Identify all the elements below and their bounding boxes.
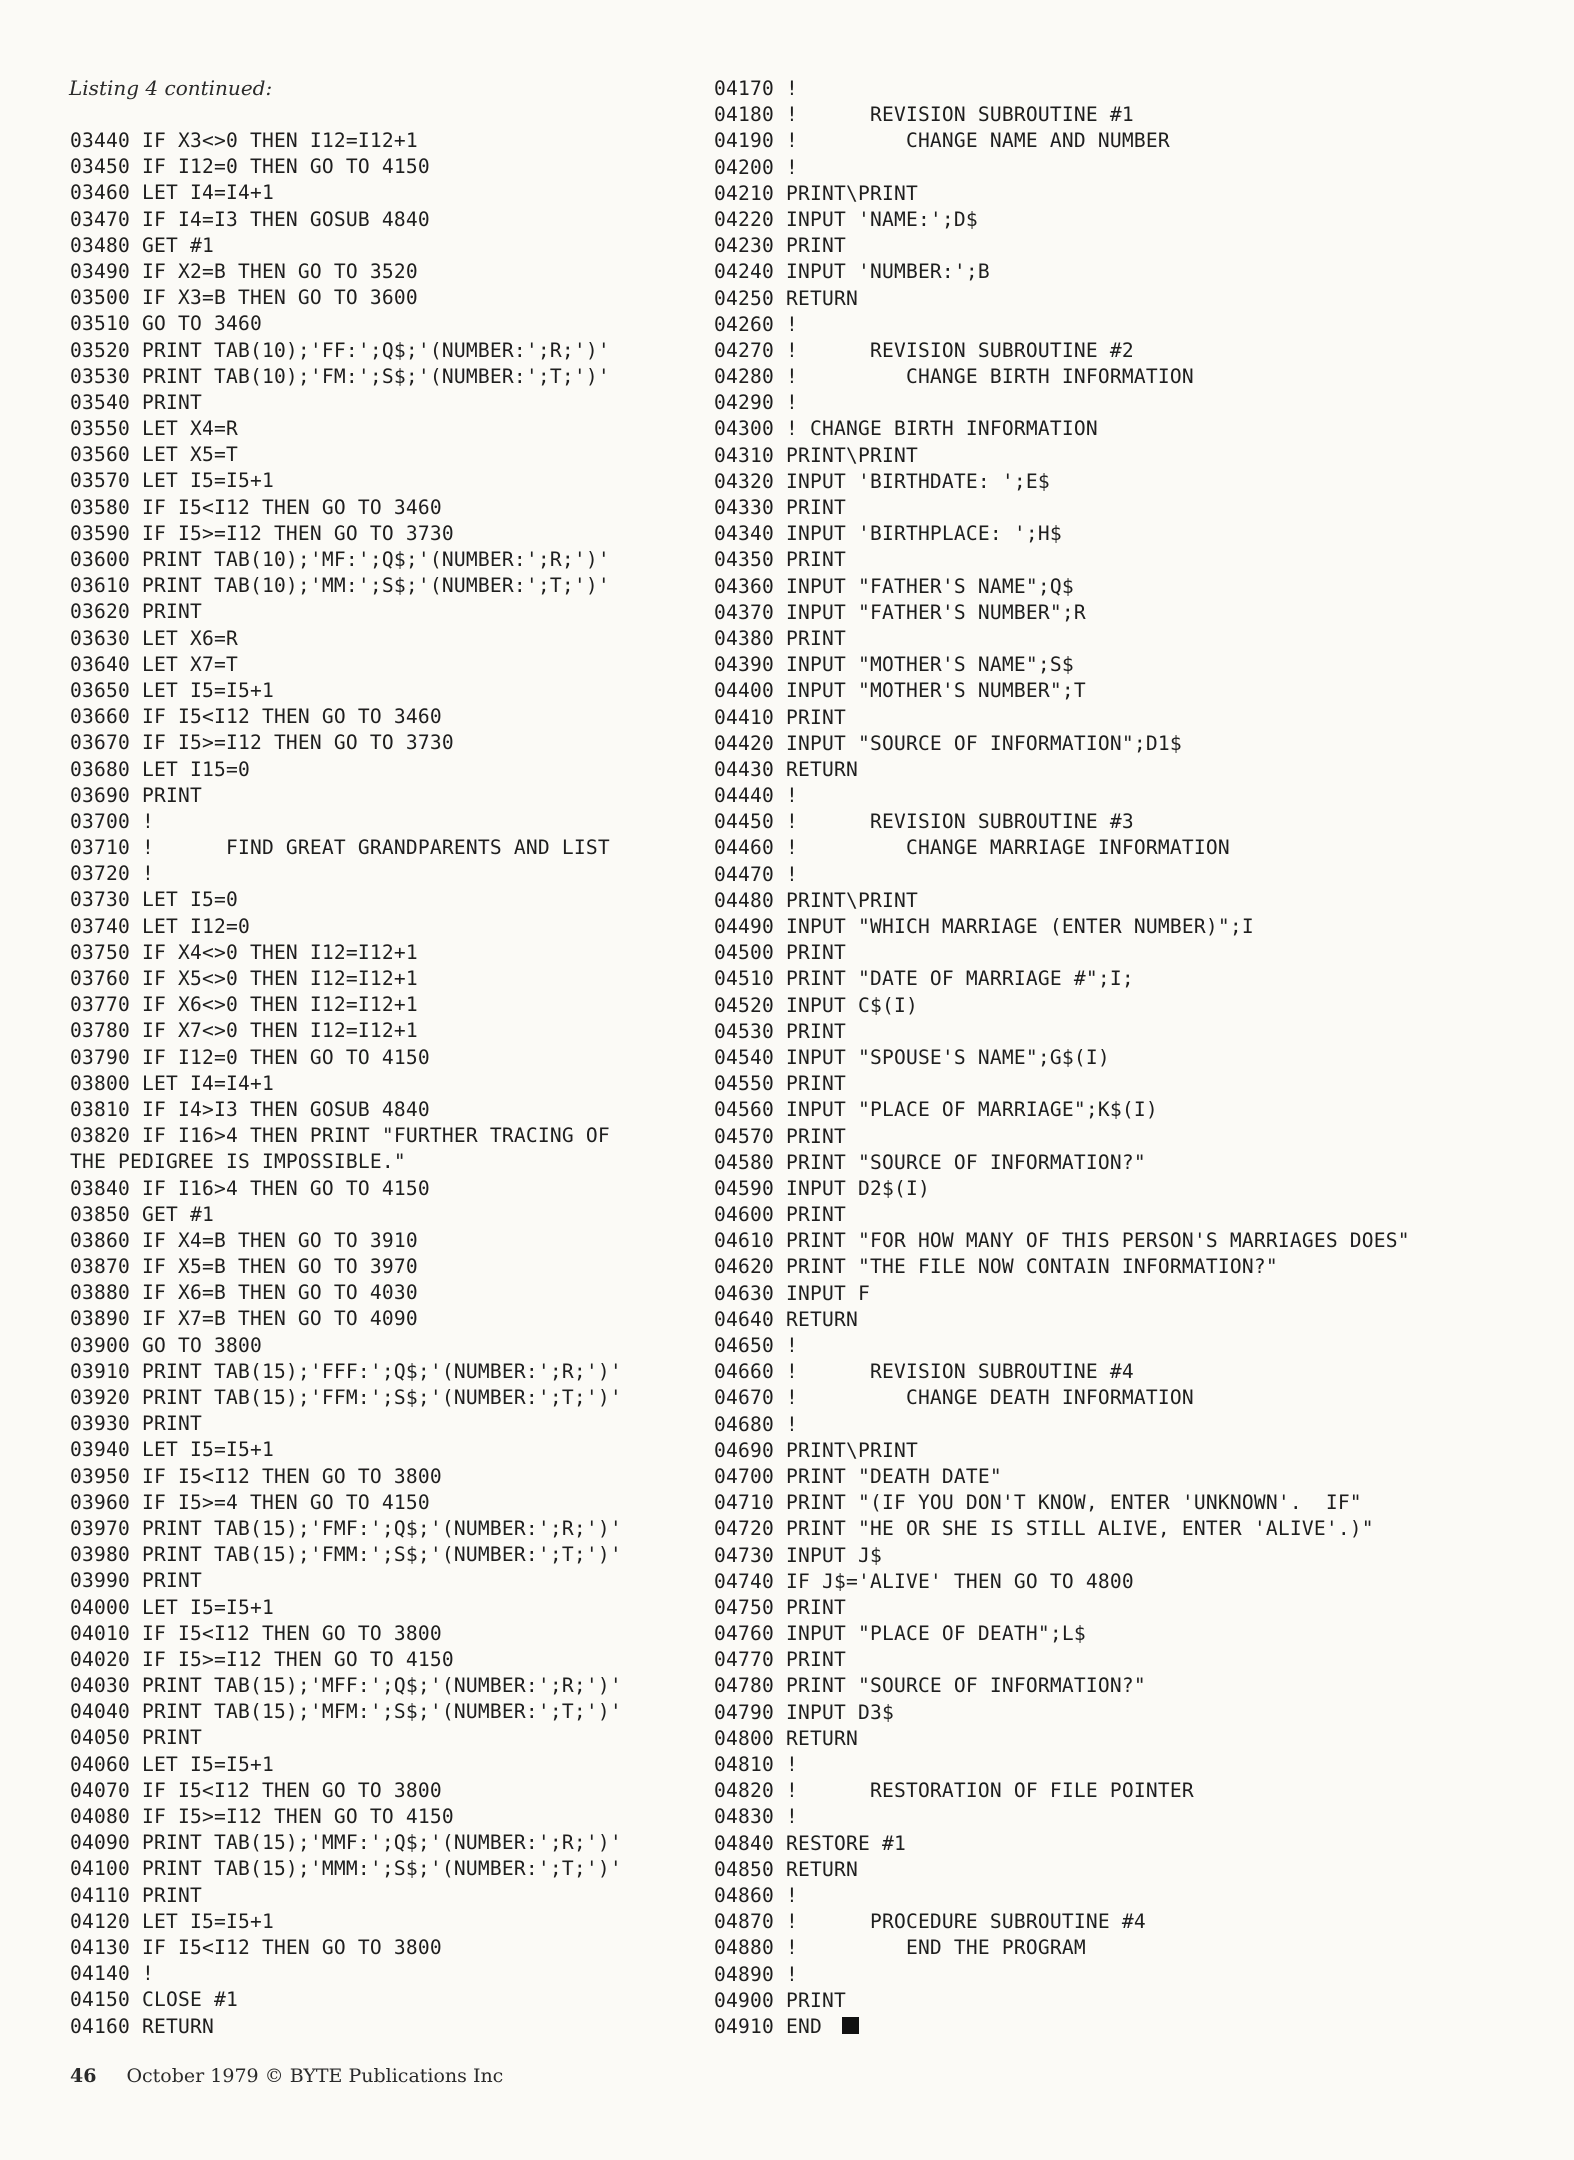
code-line: 04520 INPUT C$(I) [714,993,918,1017]
code-line: 03470 IF I4=I3 THEN GOSUB 4840 [70,207,430,231]
code-line: 04850 RETURN [714,1857,858,1881]
code-line: 04910 END [714,2014,1534,2040]
code-line: 04650 ! [714,1334,798,1357]
code-line: 03970 PRINT TAB(15);'FMF:';Q$;'(NUMBER:';R;')' [70,1516,622,1540]
page-number: 46 [70,2065,97,2087]
code-line: 03500 IF X3=B THEN GO TO 3600 [70,286,418,310]
code-line: 04230 PRINT [714,234,846,258]
code-line: 04310 PRINT\PRINT [714,443,918,467]
code-line: 04900 PRINT [714,1988,846,2012]
code-line: 03740 LET I12=0 [70,914,250,938]
code-line: 03520 PRINT TAB(10);'FF:';Q$;'(NUMBER:';R;')' [70,338,610,362]
code-line: 04080 IF I5>=I12 THEN GO TO 4150 [70,1805,454,1828]
code-line: 03920 PRINT TAB(15);'FFM:';S$;'(NUMBER:';T;')' [70,1386,622,1409]
code-line: 04580 PRINT "SOURCE OF INFORMATION?" [714,1150,1146,1174]
code-line: 04500 PRINT [714,941,846,965]
code-line: 04300 ! CHANGE BIRTH INFORMATION [714,417,1098,441]
code-line: 04780 PRINT "SOURCE OF INFORMATION?" [714,1674,1146,1698]
code-line: 03880 IF X6=B THEN GO TO 4030 [70,1281,418,1305]
code-line: 04400 INPUT "MOTHER'S NUMBER";T [714,679,1086,703]
code-line: 04020 IF I5>=I12 THEN GO TO 4150 [70,1647,454,1671]
code-line: 03540 PRINT [70,390,202,414]
code-line: 04370 INPUT "FATHER'S NUMBER";R [714,600,1086,624]
code-line: 04140 ! [70,1962,154,1986]
code-line: 04200 ! [714,155,798,179]
code-line: 03490 IF X2=B THEN GO TO 3520 [70,259,418,283]
code-line: 04460 ! CHANGE MARRIAGE INFORMATION [714,836,1230,860]
code-line: 04440 ! [714,784,798,808]
code-line: 04860 ! [714,1883,798,1907]
code-line: 04250 RETURN [714,286,858,310]
code-line: 03590 IF I5>=I12 THEN GO TO 3730 [70,521,454,545]
code-line: 04840 RESTORE #1 [714,1831,906,1855]
code-line: 03680 LET I15=0 [70,757,250,781]
code-line: 04730 INPUT J$ [714,1543,882,1567]
code-line: 03510 GO TO 3460 [70,312,262,336]
code-line: 04360 INPUT "FATHER'S NAME";Q$ [714,574,1074,598]
code-line: 04040 PRINT TAB(15);'MFM:';S$;'(NUMBER:';T;')' [70,1700,622,1724]
code-line: 04600 PRINT [714,1203,846,1227]
code-line: 04170 ! [714,77,798,100]
code-line: 03910 PRINT TAB(15);'FFF:';Q$;'(NUMBER:';R;')' [70,1359,622,1383]
code-line: 04750 PRINT [714,1595,846,1619]
code-line: 03620 PRINT [70,600,202,624]
code-line: 04790 INPUT D3$ [714,1700,894,1724]
code-line: 03630 LET X6=R [70,626,238,650]
code-line: 04430 RETURN [714,757,858,781]
code-line: 03750 IF X4<>0 THEN I12=I12+1 [70,940,418,964]
code-line: 04800 RETURN [714,1726,858,1750]
code-line: 04100 PRINT TAB(15);'MMM:';S$;'(NUMBER:';T;')' [70,1857,622,1881]
code-line: 03700 ! [70,809,154,833]
code-line: 04470 ! [714,862,798,886]
footer-credit: October 1979 © BYTE Publications Inc [126,2065,504,2087]
code-line: 04240 INPUT 'NUMBER:';B [714,260,990,284]
code-line: 04810 ! [714,1753,798,1776]
listing-caption: Listing 4 continued: [69,76,273,100]
listing-right-column [714,76,1534,2040]
code-line: 04760 INPUT "PLACE OF DEATH";L$ [714,1622,1086,1646]
code-line: 03690 PRINT [70,783,202,807]
code-line: 04660 ! REVISION SUBROUTINE #4 [714,1360,1134,1384]
code-line: 04530 PRINT [714,1019,846,1043]
code-line: 04000 LET I5=I5+1 [70,1595,274,1619]
code-line: 03580 IF I5<I12 THEN GO TO 3460 [70,495,442,519]
code-line: 03560 LET X5=T [70,443,238,467]
code-line: 04420 INPUT "SOURCE OF INFORMATION";D1$ [714,731,1182,755]
code-line: 04870 ! PROCEDURE SUBROUTINE #4 [714,1910,1146,1934]
code-line: 04130 IF I5<I12 THEN GO TO 3800 [70,1935,442,1959]
code-line: 03660 IF I5<I12 THEN GO TO 3460 [70,705,442,729]
end-of-listing-mark [842,2017,859,2034]
code-line: 03480 GET #1 [70,233,214,257]
code-line: 03670 IF I5>=I12 THEN GO TO 3730 [70,731,454,755]
code-line: 04010 IF I5<I12 THEN GO TO 3800 [70,1621,442,1645]
code-line: 03850 GET #1 [70,1202,214,1226]
code-line: 03460 LET I4=I4+1 [70,181,274,205]
code-line: 04390 INPUT "MOTHER'S NAME";S$ [714,653,1074,677]
code-line: 03950 IF I5<I12 THEN GO TO 3800 [70,1464,442,1488]
code-line: 04030 PRINT TAB(15);'MFF:';Q$;'(NUMBER:';R;')' [70,1674,622,1698]
code-line: 04110 PRINT [70,1883,202,1907]
code-line: 03650 LET I5=I5+1 [70,678,274,702]
code-line: 03780 IF X7<>0 THEN I12=I12+1 [70,1019,418,1043]
code-line: 04350 PRINT [714,548,846,572]
code-line: 04620 PRINT "THE FILE NOW CONTAIN INFORMATION?" [714,1255,1278,1279]
code-line: 04570 PRINT [714,1124,846,1148]
code-line: 03450 IF I12=0 THEN GO TO 4150 [70,155,430,179]
code-line: 03600 PRINT TAB(10);'MF:';Q$;'(NUMBER:';R;')' [70,548,610,571]
code-line: 03870 IF X5=B THEN GO TO 3970 [70,1255,418,1279]
code-line: 04710 PRINT "(IF YOU DON'T KNOW, ENTER 'UNKNOWN'. IF" [714,1491,1362,1515]
code-line: 04890 ! [714,1962,798,1986]
code-line: 04690 PRINT\PRINT [714,1438,918,1462]
code-line: 03790 IF I12=0 THEN GO TO 4150 [70,1045,430,1069]
code-line: 03640 LET X7=T [70,652,238,676]
code-line: 04670 ! CHANGE DEATH INFORMATION [714,1386,1194,1410]
listing-left-column [70,128,685,2040]
code-line: 03990 PRINT [70,1569,202,1593]
code-line: 04590 INPUT D2$(I) [714,1176,930,1200]
code-line: 04700 PRINT "DEATH DATE" [714,1464,1002,1488]
code-line: 04830 ! [714,1805,798,1829]
code-line: 03820 IF I16>4 THEN PRINT "FURTHER TRACING OF [70,1124,610,1148]
code-line: 03930 PRINT [70,1412,202,1436]
code-line: 04150 CLOSE #1 [70,1988,238,2012]
code-line: 04640 RETURN [714,1307,858,1331]
code-line: 04070 IF I5<I12 THEN GO TO 3800 [70,1778,442,1802]
code-line: 04330 PRINT [714,496,846,519]
page-footer [70,2065,503,2087]
code-line: 03440 IF X3<>0 THEN I12=I12+1 [70,129,418,152]
code-line: 03770 IF X6<>0 THEN I12=I12+1 [70,993,418,1017]
code-line: 04510 PRINT "DATE OF MARRIAGE #";I; [714,967,1134,991]
code-line: 04560 INPUT "PLACE OF MARRIAGE";K$(I) [714,1098,1158,1122]
code-line: 04380 PRINT [714,626,846,650]
code-line: 04260 ! [714,312,798,336]
code-line: 03530 PRINT TAB(10);'FM:';S$;'(NUMBER:';T;')' [70,364,610,388]
code-line: 03610 PRINT TAB(10);'MM:';S$;'(NUMBER:';T;')' [70,574,610,598]
code-line: 04160 RETURN [70,2014,214,2038]
code-line: 03800 LET I4=I4+1 [70,1071,274,1095]
code-line: 04060 LET I5=I5+1 [70,1752,274,1776]
code-line: 03890 IF X7=B THEN GO TO 4090 [70,1307,418,1331]
code-line: 03720 ! [70,862,154,886]
code-line: 04050 PRINT [70,1726,202,1750]
code-line: 04340 INPUT 'BIRTHPLACE: ';H$ [714,522,1062,546]
code-line: 03840 IF I16>4 THEN GO TO 4150 [70,1176,430,1200]
code-line: 04210 PRINT\PRINT [714,181,918,205]
code-line: 04740 IF J$='ALIVE' THEN GO TO 4800 [714,1569,1134,1593]
code-line: 03760 IF X5<>0 THEN I12=I12+1 [70,967,418,990]
code-line: 04610 PRINT "FOR HOW MANY OF THIS PERSON'S MARRIAGES DOES" [714,1229,1410,1253]
code-line: 04550 PRINT [714,1072,846,1096]
code-line: 04270 ! REVISION SUBROUTINE #2 [714,338,1134,362]
code-line: 04120 LET I5=I5+1 [70,1909,274,1933]
code-line: THE PEDIGREE IS IMPOSSIBLE." [70,1150,406,1174]
code-line: 03960 IF I5>=4 THEN GO TO 4150 [70,1490,430,1514]
code-line: 04410 PRINT [714,705,846,729]
code-line: 03810 IF I4>I3 THEN GOSUB 4840 [70,1097,430,1121]
code-line: 04490 INPUT "WHICH MARRIAGE (ENTER NUMBER)";I [714,915,1254,938]
code-line: 04480 PRINT\PRINT [714,888,918,912]
code-line: 04220 INPUT 'NAME:';D$ [714,207,978,231]
code-line: 03940 LET I5=I5+1 [70,1438,274,1462]
code-line: 04880 ! END THE PROGRAM [714,1936,1086,1960]
code-line: 03900 GO TO 3800 [70,1333,262,1357]
code-line: 03730 LET I5=0 [70,888,238,912]
code-line: 04720 PRINT "HE OR SHE IS STILL ALIVE, ENTER 'ALIVE'.)" [714,1517,1374,1541]
code-line: 03860 IF X4=B THEN GO TO 3910 [70,1228,418,1252]
code-line: 04090 PRINT TAB(15);'MMF:';Q$;'(NUMBER:';R;')' [70,1831,622,1855]
code-line: 04180 ! REVISION SUBROUTINE #1 [714,103,1134,127]
code-line: 04630 INPUT F [714,1281,870,1305]
code-line: 04680 ! [714,1412,798,1436]
code-line: 04820 ! RESTORATION OF FILE POINTER [714,1779,1194,1803]
code-line: 04450 ! REVISION SUBROUTINE #3 [714,810,1134,834]
code-line: 03980 PRINT TAB(15);'FMM:';S$;'(NUMBER:';T;')' [70,1543,622,1567]
code-line: 04290 ! [714,391,798,415]
code-line: 04320 INPUT 'BIRTHDATE: ';E$ [714,469,1050,493]
code-line: 04280 ! CHANGE BIRTH INFORMATION [714,365,1194,389]
code-line: 03570 LET I5=I5+1 [70,469,274,493]
code-line: 04540 INPUT "SPOUSE'S NAME";G$(I) [714,1045,1110,1069]
code-line: 03550 LET X4=R [70,417,238,441]
code-line: 03710 ! FIND GREAT GRANDPARENTS AND LIST [70,836,610,860]
code-line: 04770 PRINT [714,1648,846,1672]
code-line: 04190 ! CHANGE NAME AND NUMBER [714,129,1170,153]
